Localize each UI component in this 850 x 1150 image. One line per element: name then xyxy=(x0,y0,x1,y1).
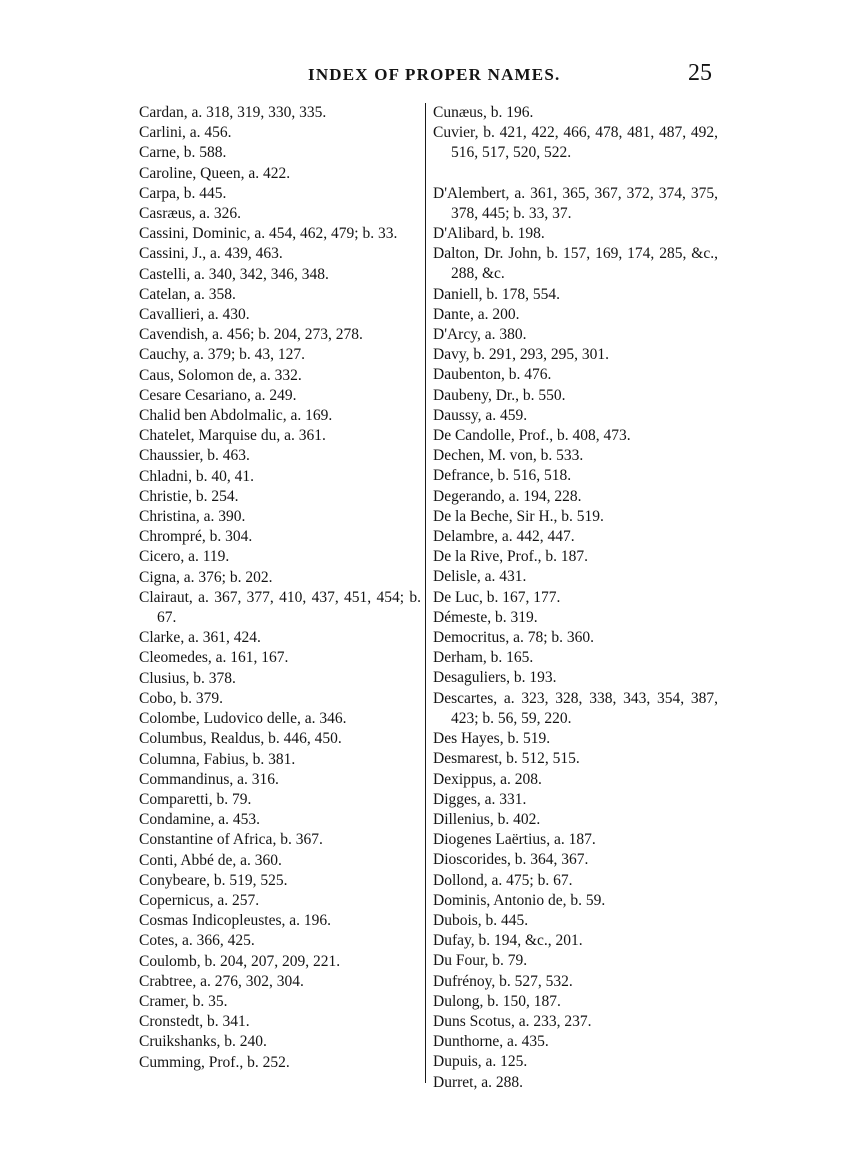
index-entry: Carlini, a. 456. xyxy=(139,124,232,142)
index-entry: Carne, b. 588. xyxy=(139,144,227,162)
index-entry: Démeste, b. 319. xyxy=(433,608,538,626)
index-entry: Cuvier, b. 421, 422, 466, 478, 481, 487, 492, 516, 517, 520, 522. xyxy=(433,124,718,162)
index-entry: Castelli, a. 340, 342, 346, 348. xyxy=(139,265,329,283)
group-spacer xyxy=(433,164,718,184)
index-entry: Columna, Fabius, b. 381. xyxy=(139,750,296,768)
index-entry: Cobo, b. 379. xyxy=(139,689,223,707)
index-entry: Daubenton, b. 476. xyxy=(433,366,552,384)
index-entry: Cotes, a. 366, 425. xyxy=(139,932,255,950)
index-entry: Diogenes Laërtius, a. 187. xyxy=(433,831,596,849)
index-entry: Constantine of Africa, b. 367. xyxy=(139,831,323,849)
index-entry: Chatelet, Marquise du, a. 361. xyxy=(139,427,326,445)
index-entry: Comparetti, b. 79. xyxy=(139,790,252,808)
index-entry: Cassini, J., a. 439, 463. xyxy=(139,245,283,263)
index-group-d xyxy=(433,184,718,1093)
index-entry: Dioscorides, b. 364, 367. xyxy=(433,851,589,869)
index-entry: Condamine, a. 453. xyxy=(139,811,260,829)
index-entry: Defrance, b. 516, 518. xyxy=(433,467,572,485)
index-entry: Columbus, Realdus, b. 446, 450. xyxy=(139,730,342,748)
index-entry: Colombe, Ludovico delle, a. 346. xyxy=(139,710,347,728)
index-entry: Dechen, M. von, b. 533. xyxy=(433,447,584,465)
index-entry: Cleomedes, a. 161, 167. xyxy=(139,649,289,667)
index-entry: Democritus, a. 78; b. 360. xyxy=(433,629,595,647)
index-entry: Chrompré, b. 304. xyxy=(139,528,253,546)
index-entry: Cardan, a. 318, 319, 330, 335. xyxy=(139,104,327,121)
index-entry: Dulong, b. 150, 187. xyxy=(433,992,561,1010)
index-entry: Clusius, b. 378. xyxy=(139,669,236,687)
index-column-left xyxy=(139,103,421,1073)
index-entry: Delambre, a. 442, 447. xyxy=(433,528,575,546)
index-entry: Dufay, b. 194, &c., 201. xyxy=(433,932,583,950)
index-entry: Christie, b. 254. xyxy=(139,487,239,505)
index-entry: Chalid ben Abdolmalic, a. 169. xyxy=(139,407,333,425)
column-divider xyxy=(425,103,426,1083)
index-entry: Cassini, Dominic, a. 454, 462, 479; b. 33. xyxy=(139,225,398,243)
index-entry: Daubeny, Dr., b. 550. xyxy=(433,386,566,404)
index-entry: Desaguliers, b. 193. xyxy=(433,669,557,687)
index-entry: Duns Scotus, a. 233, 237. xyxy=(433,1012,592,1030)
index-entry: Davy, b. 291, 293, 295, 301. xyxy=(433,346,609,364)
index-entry: Conti, Abbé de, a. 360. xyxy=(139,851,282,869)
index-entry: Casræus, a. 326. xyxy=(139,205,242,223)
index-entry: Clarke, a. 361, 424. xyxy=(139,629,261,647)
index-entry: Carpa, b. 445. xyxy=(139,184,227,202)
index-entry: Dexippus, a. 208. xyxy=(433,770,542,788)
index-entry: Durret, a. 288. xyxy=(433,1073,523,1091)
index-entry: Daniell, b. 178, 554. xyxy=(433,285,560,303)
index-entry: Caroline, Queen, a. 422. xyxy=(139,164,291,182)
index-entry: Catelan, a. 358. xyxy=(139,285,236,303)
index-entry: De la Beche, Sir H., b. 519. xyxy=(433,507,604,525)
index-entry: Cavallieri, a. 430. xyxy=(139,306,250,324)
index-entry: Caus, Solomon de, a. 332. xyxy=(139,366,302,384)
index-entry: Cosmas Indicopleustes, a. 196. xyxy=(139,912,332,930)
index-entry: Dupuis, a. 125. xyxy=(433,1053,528,1071)
index-entry: Dante, a. 200. xyxy=(433,305,520,323)
index-entry: D'Alembert, a. 361, 365, 367, 372, 374, 375, 378, 445; b. 33, 37. xyxy=(433,184,718,222)
index-entry: Cauchy, a. 379; b. 43, 127. xyxy=(139,346,306,364)
index-entry: Cigna, a. 376; b. 202. xyxy=(139,568,273,586)
index-entry: De Luc, b. 167, 177. xyxy=(433,588,561,606)
index-entry: Desmarest, b. 512, 515. xyxy=(433,750,580,768)
index-entry: Dominis, Antonio de, b. 59. xyxy=(433,891,606,909)
index-group-c xyxy=(433,103,718,164)
index-entry: Cruikshanks, b. 240. xyxy=(139,1033,267,1051)
index-entry: Conybeare, b. 519, 525. xyxy=(139,871,288,889)
index-entry: Chladni, b. 40, 41. xyxy=(139,467,254,485)
index-entry: Clairaut, a. 367, 377, 410, 437, 451, 454; b. 67. xyxy=(139,588,421,627)
index-entry: Cunæus, b. 196. xyxy=(433,104,534,121)
page-title: INDEX OF PROPER NAMES. xyxy=(308,65,561,84)
index-entry: Dalton, Dr. John, b. 157, 169, 174, 285, &c., 288, &c. xyxy=(433,245,718,283)
index-entry: Coulomb, b. 204, 207, 209, 221. xyxy=(139,952,341,970)
index-entry: Degerando, a. 194, 228. xyxy=(433,487,582,505)
index-entry: Du Four, b. 79. xyxy=(433,952,528,970)
index-entry: Cicero, a. 119. xyxy=(139,548,230,566)
index-column-right xyxy=(433,103,718,1093)
index-entry: Cavendish, a. 456; b. 204, 273, 278. xyxy=(139,326,363,344)
index-entry: Descartes, a. 323, 328, 338, 343, 354, 387, 423; b. 56, 59, 220. xyxy=(433,689,718,727)
index-entry: Cesare Cesariano, a. 249. xyxy=(139,386,297,404)
index-entry: Dollond, a. 475; b. 67. xyxy=(433,871,573,889)
index-entry: De Candolle, Prof., b. 408, 473. xyxy=(433,427,631,445)
index-entry: Derham, b. 165. xyxy=(433,649,534,667)
index-entry: Crabtree, a. 276, 302, 304. xyxy=(139,972,304,990)
index-entry: Des Hayes, b. 519. xyxy=(433,730,551,748)
index-entry: Delisle, a. 431. xyxy=(433,568,527,586)
index-entry: Cumming, Prof., b. 252. xyxy=(139,1053,290,1071)
index-entry: D'Arcy, a. 380. xyxy=(433,326,527,344)
index-entry: Commandinus, a. 316. xyxy=(139,770,279,788)
page-header xyxy=(0,62,850,88)
index-entry: Dubois, b. 445. xyxy=(433,911,529,929)
index-entry: Cronstedt, b. 341. xyxy=(139,1013,250,1031)
index-entry: Daussy, a. 459. xyxy=(433,406,528,424)
index-entry: Dufrénoy, b. 527, 532. xyxy=(433,972,573,990)
index-entry: D'Alibard, b. 198. xyxy=(433,225,545,243)
index-entry: Cramer, b. 35. xyxy=(139,992,228,1010)
index-entry: Dillenius, b. 402. xyxy=(433,810,541,828)
index-entry: De la Rive, Prof., b. 187. xyxy=(433,548,588,566)
index-entry: Copernicus, a. 257. xyxy=(139,891,260,909)
index-entry: Christina, a. 390. xyxy=(139,508,246,526)
index-entry: Dunthorne, a. 435. xyxy=(433,1033,549,1051)
index-entry: Chaussier, b. 463. xyxy=(139,447,250,465)
index-entry: Digges, a. 331. xyxy=(433,790,527,808)
page-number: 25 xyxy=(688,60,712,86)
